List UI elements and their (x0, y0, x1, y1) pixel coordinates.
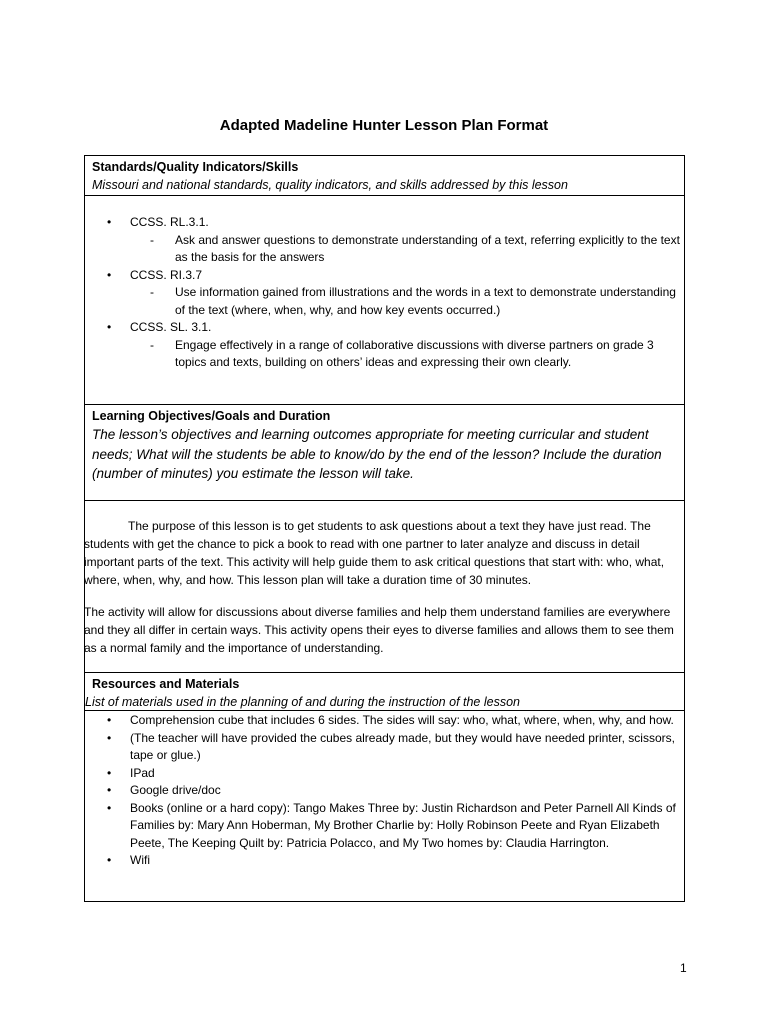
standards-header-cell (84, 155, 685, 195)
standard-detail-text: Use information gained from illustrations and the words in a text to demonstrate understanding of the text (where, when, why, and how key events occurred.) (175, 285, 676, 317)
bullet-icon: • (107, 320, 112, 334)
objectives-subtitle: The lesson’s objectives and learning outcomes appropriate for meeting curricular and student needs; What will the students be able to know/do by the end of the lesson? Include the duration (number of minutes) you estimate the lesson will take. (92, 427, 662, 481)
objectives-header: Learning Objectives/Goals and Duration (92, 409, 331, 423)
standard-detail-text: Engage effectively in a range of collaborative discussions with diverse partners on grade 3 topics and texts, building on others’ ideas and expressing their own clearly. (175, 337, 654, 369)
resource-item (85, 852, 684, 870)
bullet-icon: • (107, 765, 112, 780)
standards-header: Standards/Quality Indicators/Skills (92, 160, 299, 174)
resources-header: Resources and Materials (92, 677, 240, 691)
bullet-icon: • (107, 730, 112, 745)
standard-code: CCSS. RL.3.1. (130, 215, 209, 229)
objectives-body-cell (84, 500, 685, 672)
bullet-icon: • (107, 215, 112, 229)
resources-header-cell (84, 672, 685, 710)
bullet-icon: • (107, 800, 112, 815)
resource-item (85, 800, 684, 853)
standard-item (85, 319, 684, 337)
standard-item (85, 214, 684, 232)
resource-item (85, 765, 684, 783)
dash-icon: - (150, 337, 154, 352)
standard-code: CCSS. RI.3.7 (130, 267, 203, 282)
resources-subtitle: List of materials used in the planning of and during the instruction of the lesson (85, 695, 520, 709)
resource-text: IPad (130, 765, 155, 780)
resource-item (85, 712, 684, 730)
bullet-icon: • (107, 713, 112, 727)
objectives-paragraph-1: The purpose of this lesson is to get students to ask questions about a text they have just read. The students with get the chance to pick a book to read with one partner to later analyze and discuss in detail important parts of the text. This activity will help guide them to ask critical questions that start with: who, what, where, when, why, and how. This lesson plan will take a duration time of 30 minutes. (84, 519, 665, 587)
objectives-paragraph-2: The activity will allow for discussions about diverse families and help them understand families are everywhere and they all differ in certain ways. This activity opens their eyes to diverse families and allows them to see them as a normal family and the importance of understanding. (84, 605, 674, 655)
resources-body-cell (84, 710, 685, 902)
standards-subtitle: Missouri and national standards, quality indicators, and skills addressed by this lesson (92, 178, 568, 192)
dash-icon: - (150, 285, 154, 299)
standards-body-cell (84, 195, 685, 404)
page-number: 1 (680, 961, 687, 975)
standard-detail (85, 232, 684, 267)
resource-text: Books (online or a hard copy): Tango Makes Three by: Justin Richardson and Peter Parnell All Kinds of Families by: Mary Ann Hoberman, My Brother Charlie by: Holly Robinson Peete and Ryan Elizabeth Peete, The Keeping Quilt by: Patricia Polacco, and My Two homes by: Claudia Harrington. (130, 800, 676, 850)
resource-item (85, 730, 684, 765)
bullet-icon: • (107, 267, 112, 282)
resource-text: Comprehension cube that includes 6 sides. The sides will say: who, what, where, when, why, and how. (130, 713, 674, 727)
resource-text: Wifi (130, 853, 150, 867)
resource-text: Google drive/doc (130, 783, 221, 797)
resource-item (85, 782, 684, 800)
resource-text: (The teacher will have provided the cubes already made, but they would have needed printer, scissors, tape or glue.) (130, 730, 675, 762)
document-title: Adapted Madeline Hunter Lesson Plan Format (219, 117, 549, 134)
dash-icon: - (150, 232, 154, 247)
standard-code: CCSS. SL. 3.1. (130, 320, 212, 334)
standard-item (85, 267, 684, 285)
bullet-icon: • (107, 783, 112, 797)
standard-detail-text: Ask and answer questions to demonstrate understanding of a text, referring explicitly to the text as the basis for the answers (175, 232, 680, 264)
standard-detail (85, 284, 684, 319)
bullet-icon: • (107, 853, 112, 867)
standard-detail (85, 337, 684, 372)
objectives-header-cell (84, 404, 685, 500)
